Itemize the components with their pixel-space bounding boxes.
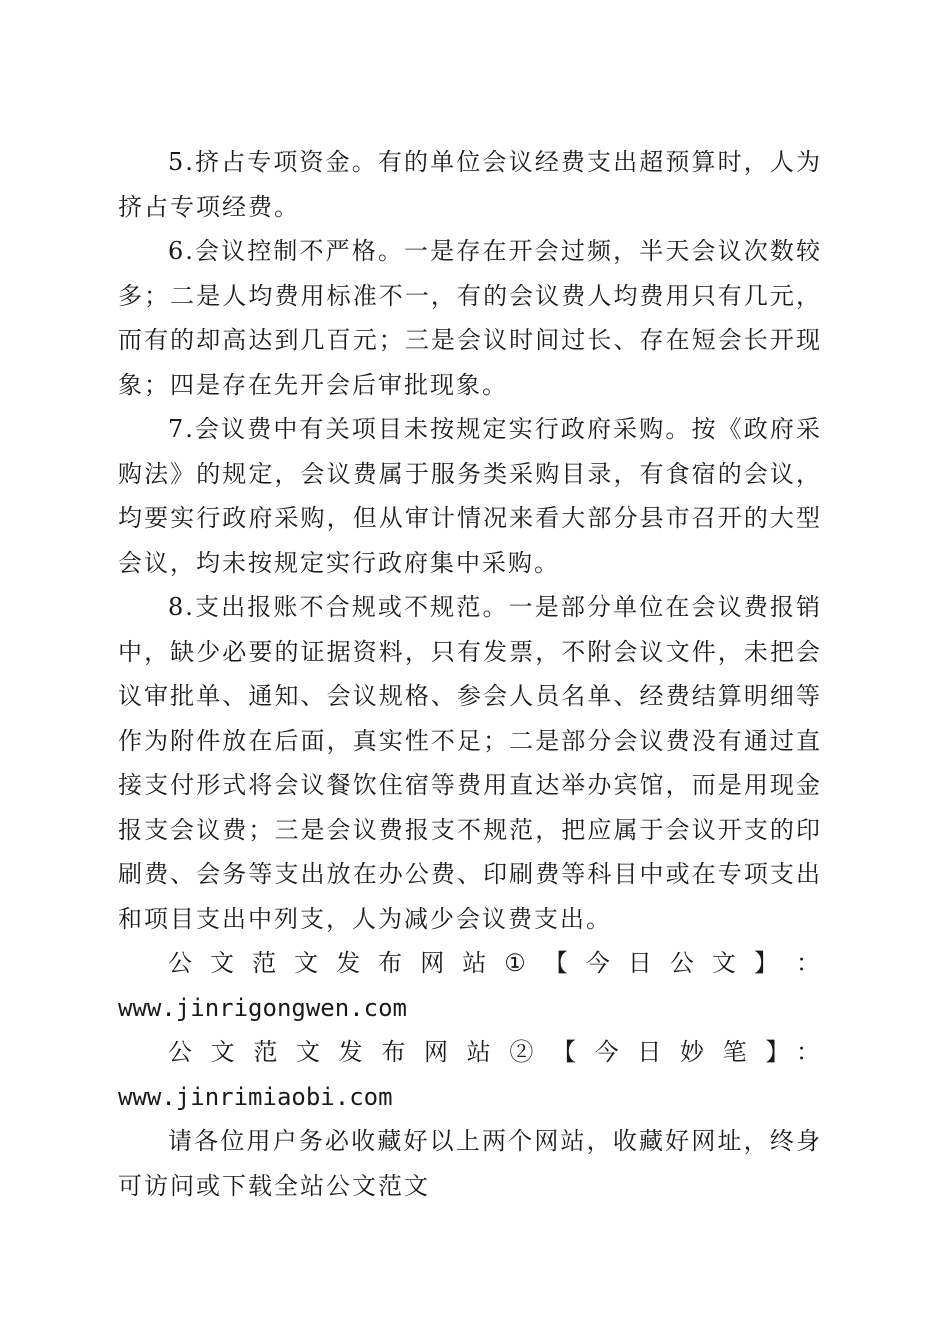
- site-1-label-char: ：: [795, 949, 822, 977]
- site-1-label-char: 布: [378, 949, 405, 977]
- paragraph-7: 7.会议费中有关项目未按规定实行政府采购。按《政府采购法》的规定，会议费属于服务类采购目录，有食宿的会议，均要实行政府采购，但从审计情况来看大部分县市召开的大型会议，均未按规定实行政府集中采购。: [118, 415, 822, 577]
- site-1-label-char: 公: [669, 949, 696, 977]
- paragraph-8: 8.支出报账不合规或不规范。一是部分单位在会议费报销中，缺少必要的证据资料，只有发票，不附会议文件，未把会议审批单、通知、会议规格、参会人员名单、经费结算明细等作为附件放在后面，真实性不足；二是部分会议费没有通过直接支付形式将会议餐饮住宿等费用直达举办宾馆，而是用现金报支会议费；三是会议费报支不规范，把应属于会议开支的印刷费、会务等支出放在办公费、印刷费等科目中或在专项支出和项目支出中列支，人为减少会议费支出。: [118, 593, 822, 933]
- site-1-label-char: 站: [462, 949, 489, 977]
- bookmark-notice: 请各位用户务必收藏好以上两个网站，收藏好网址，终身可访问或下载全站公文范文: [118, 1127, 822, 1200]
- site-2-label: 公文范文发布网站②【今日妙笔】：: [168, 1038, 822, 1066]
- site-1-label-char: 网: [420, 949, 447, 977]
- site-1-label-char: 【: [543, 949, 570, 977]
- paragraph-6: 6.会议控制不严格。一是存在开会过频，半天会议次数较多；二是人均费用标准不一，有的会议费人均费用只有几元，而有的却高达到几百元；三是会议时间过长、存在短会长开现象；四是存在先开会后审批现象。: [118, 237, 822, 399]
- site-1-url[interactable]: www.jinrigongwen.com: [118, 993, 407, 1022]
- site-1-label-char: 今: [585, 949, 612, 977]
- site-1-label-char: 文: [210, 949, 237, 977]
- site-1-label-char: 发: [336, 949, 363, 977]
- site-1-label: [118, 941, 822, 986]
- site-1-label-char: 范: [252, 949, 279, 977]
- site-1-label-char: 日: [627, 949, 654, 977]
- site-2-url[interactable]: www.jinrimiaobi.com: [118, 1082, 393, 1111]
- site-1-block: [118, 941, 822, 1030]
- site-1-label-char: 公: [168, 949, 194, 977]
- site-1-label-char: 】: [753, 949, 780, 977]
- site-2-line: [118, 1030, 822, 1119]
- paragraph-5: 5.挤占专项资金。有的单位会议经费支出超预算时，人为挤占专项经费。: [118, 148, 822, 221]
- site-1-label-char: 文: [294, 949, 321, 977]
- document-page: [118, 140, 822, 1208]
- site-1-label-char: 文: [711, 949, 738, 977]
- site-1-label-char: ①: [504, 949, 528, 977]
